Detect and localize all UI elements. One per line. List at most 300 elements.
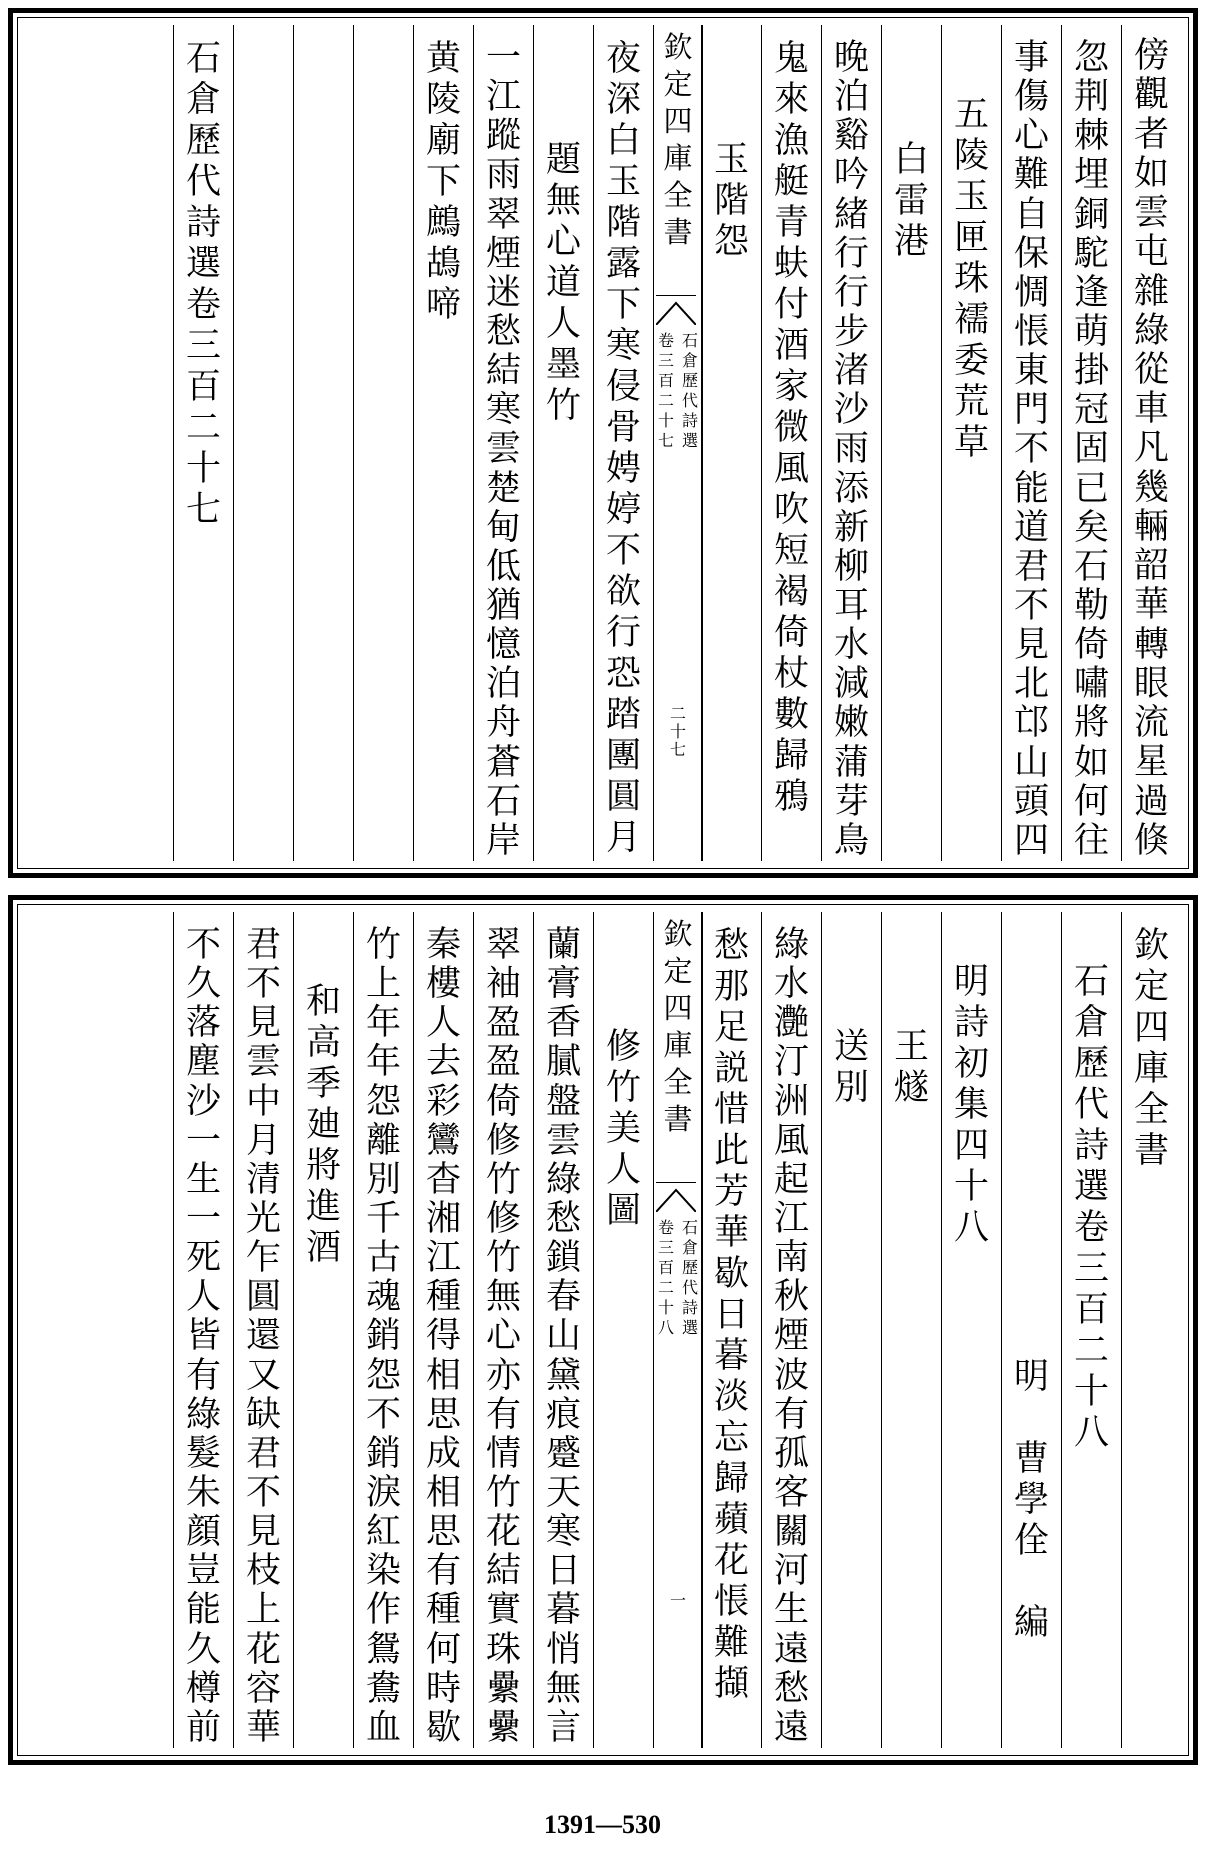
text-column (761, 912, 821, 1748)
glyph: 竹 (545, 386, 581, 426)
glyph: 下 (425, 162, 461, 202)
glyph: 古 (365, 1238, 401, 1279)
glyph: 駝 (1073, 233, 1109, 274)
glyph: 起 (773, 1159, 809, 1200)
glyph: 別 (833, 1068, 869, 1108)
glyph: 事 (1013, 38, 1049, 79)
glyph: 五 (953, 95, 989, 135)
glyph: 星 (1133, 742, 1169, 783)
glyph: 渚 (833, 351, 869, 392)
glyph: 卷 (657, 1218, 674, 1237)
glyph: 遠 (773, 1707, 809, 1748)
text-column (701, 912, 761, 1748)
glyph: 離 (365, 1120, 401, 1161)
glyph: 足 (713, 1008, 749, 1048)
glyph: 纍 (485, 1668, 521, 1709)
glyph: 歷 (1073, 1044, 1109, 1084)
glyph: 生 (773, 1590, 809, 1631)
glyph: 見 (1013, 625, 1049, 666)
fish-tail-ornament (656, 295, 696, 325)
glyph: 作 (365, 1590, 401, 1631)
glyph: 銷 (365, 1433, 401, 1474)
glyph: 書 (663, 1102, 693, 1136)
glyph: 前 (185, 1707, 221, 1748)
glyph: 花 (485, 1512, 521, 1553)
glyph: 二 (657, 1278, 674, 1297)
glyph: 痕 (545, 1394, 581, 1435)
text-column (1121, 25, 1181, 861)
text-column (761, 25, 821, 861)
glyph: 轉 (1133, 624, 1169, 665)
glyph: 倉 (1073, 1003, 1109, 1043)
glyph: 屯 (1133, 232, 1169, 273)
glyph: 歷 (185, 121, 221, 161)
glyph: 逢 (1073, 272, 1109, 313)
glyph: 相 (425, 1473, 461, 1514)
glyph: 階 (605, 203, 641, 243)
glyph: 怨 (713, 222, 749, 262)
glyph: 憶 (485, 625, 521, 666)
glyph: 時 (425, 1668, 461, 1709)
text-column (173, 25, 233, 861)
glyph: 送 (833, 1027, 869, 1067)
glyph: 鳥 (833, 820, 869, 861)
glyph: 亦 (485, 1355, 521, 1396)
glyph: 皆 (185, 1316, 221, 1357)
glyph: 光 (245, 1199, 281, 1240)
glyph: 三 (185, 326, 221, 366)
glyph: 已 (1073, 468, 1109, 509)
glyph: 天 (545, 1473, 581, 1514)
text-column (293, 25, 353, 861)
glyph: 惜 (713, 1090, 749, 1130)
banner-subtitle-line (656, 331, 676, 451)
text-column (881, 912, 941, 1748)
glyph: 江 (773, 1199, 809, 1240)
glyph: 言 (545, 1707, 581, 1748)
top-page (8, 8, 1198, 878)
glyph: 凡 (1133, 428, 1169, 469)
glyph: 纍 (485, 1707, 521, 1748)
glyph: 人 (545, 304, 581, 344)
glyph: 委 (953, 341, 989, 381)
glyph: 全 (663, 178, 693, 212)
glyph: 初 (953, 1044, 989, 1084)
glyph: 漁 (773, 121, 809, 161)
glyph: 七 (657, 431, 674, 450)
glyph: 甸 (485, 507, 521, 548)
glyph: 不 (365, 1394, 401, 1435)
glyph: 擷 (713, 1664, 749, 1704)
text-column (233, 25, 293, 861)
text-column (473, 25, 533, 861)
glyph: 雨 (485, 155, 521, 196)
glyph: 詩 (1073, 1126, 1109, 1166)
glyph: 怨 (365, 1355, 401, 1396)
glyph: 倏 (1133, 820, 1169, 861)
glyph: 歸 (713, 1459, 749, 1499)
glyph: 圓 (605, 777, 641, 817)
banner-subtitle-line (680, 331, 700, 451)
glyph: 倚 (773, 613, 809, 653)
glyph: 石 (485, 781, 521, 822)
text-column (233, 912, 293, 1748)
glyph: 鴛 (365, 1629, 401, 1670)
glyph: 行 (833, 233, 869, 274)
glyph: 夜 (605, 39, 641, 79)
glyph: 倚 (485, 1081, 521, 1122)
glyph: 缺 (245, 1394, 281, 1435)
glyph: 傷 (1013, 77, 1049, 118)
glyph: 那 (713, 967, 749, 1007)
glyph: 者 (1133, 114, 1169, 155)
glyph: 波 (773, 1355, 809, 1396)
glyph: 來 (773, 80, 809, 120)
glyph: 能 (185, 1590, 221, 1631)
glyph: 歷 (681, 371, 698, 390)
glyph: 鴉 (773, 777, 809, 817)
text-column (413, 912, 473, 1748)
glyph: 三 (657, 1238, 674, 1257)
glyph: 步 (833, 312, 869, 353)
glyph: 酒 (773, 326, 809, 366)
banner-page-number (654, 1592, 702, 1610)
glyph: 微 (773, 408, 809, 448)
text-column (1001, 25, 1061, 861)
text-column (353, 25, 413, 861)
glyph: 定 (663, 67, 693, 101)
glyph: 廟 (425, 121, 461, 161)
glyph: 遠 (773, 1629, 809, 1670)
center-banner (653, 912, 703, 1748)
glyph: 倉 (681, 1238, 698, 1257)
glyph: 娉 (605, 449, 641, 489)
glyph: 固 (1073, 429, 1109, 470)
glyph: 行 (605, 613, 641, 653)
glyph: 明 (1013, 1357, 1049, 1397)
glyph: 百 (185, 367, 221, 407)
glyph: 珠 (953, 259, 989, 299)
glyph: 秋 (773, 1277, 809, 1318)
glyph: 選 (185, 244, 221, 284)
glyph: 得 (425, 1316, 461, 1357)
glyph: 低 (485, 546, 521, 587)
glyph: 月 (245, 1120, 281, 1161)
glyph: 荒 (953, 382, 989, 422)
text-column (1121, 912, 1181, 1748)
glyph: 四 (953, 1126, 989, 1166)
glyph: 芳 (713, 1172, 749, 1212)
glyph: 相 (425, 1355, 461, 1396)
glyph: 竹 (605, 1068, 641, 1108)
glyph: 過 (1133, 781, 1169, 822)
glyph: 倉 (185, 80, 221, 120)
glyph: 百 (657, 1258, 674, 1277)
glyph: 邙 (1013, 703, 1049, 744)
glyph: 有 (485, 1394, 521, 1435)
glyph: 關 (773, 1512, 809, 1553)
glyph: 嫩 (833, 703, 869, 744)
glyph: 蒼 (485, 742, 521, 783)
glyph: 歸 (773, 736, 809, 776)
glyph: 還 (245, 1316, 281, 1357)
glyph: 婷 (605, 490, 641, 530)
glyph: 鷓 (425, 203, 461, 243)
glyph: 心 (545, 222, 581, 262)
glyph: 新 (833, 507, 869, 548)
glyph: 門 (1013, 390, 1049, 431)
text-column (821, 912, 881, 1748)
glyph: 不 (185, 925, 221, 966)
glyph: 人 (605, 1150, 641, 1190)
banner-title (654, 29, 702, 251)
glyph: 翠 (485, 194, 521, 235)
glyph: 十 (953, 1167, 989, 1207)
glyph: 雲 (545, 1120, 581, 1161)
glyph: 白 (893, 140, 929, 180)
glyph: 水 (773, 964, 809, 1005)
glyph: 泊 (485, 664, 521, 705)
glyph: 芽 (833, 781, 869, 822)
text-column (353, 912, 413, 1748)
glyph: 無 (485, 1277, 521, 1318)
glyph: 吟 (833, 155, 869, 196)
glyph: 耳 (833, 586, 869, 627)
glyph: 襦 (953, 300, 989, 340)
glyph: 不 (605, 531, 641, 571)
glyph: 灔 (773, 1003, 809, 1044)
glyph: 添 (833, 468, 869, 509)
glyph: 三 (657, 351, 674, 370)
glyph: 陵 (953, 136, 989, 176)
glyph: 別 (365, 1159, 401, 1200)
glyph: 傍 (1133, 36, 1169, 77)
glyph: 詩 (185, 203, 221, 243)
glyph: 忽 (1073, 38, 1109, 79)
text-column (821, 25, 881, 861)
glyph: 銷 (365, 1316, 401, 1357)
glyph: 定 (663, 954, 693, 988)
glyph: 千 (365, 1199, 401, 1240)
glyph: 如 (1133, 153, 1169, 194)
glyph: 頭 (1013, 781, 1049, 822)
glyph: 君 (245, 1433, 281, 1474)
glyph: 落 (185, 1003, 221, 1044)
glyph: 能 (1013, 468, 1049, 509)
glyph: 上 (365, 964, 401, 1005)
glyph: 一 (185, 1199, 221, 1240)
glyph: 愁 (773, 1668, 809, 1709)
glyph: 酒 (305, 1228, 341, 1268)
text-column (293, 912, 353, 1748)
glyph: 道 (545, 263, 581, 303)
glyph: 煙 (485, 233, 521, 274)
glyph: 又 (245, 1355, 281, 1396)
glyph: 定 (1133, 967, 1169, 1007)
glyph: 人 (425, 1003, 461, 1044)
glyph: 題 (545, 140, 581, 180)
glyph: 卷 (657, 331, 674, 350)
glyph: 無 (545, 181, 581, 221)
glyph: 容 (245, 1668, 281, 1709)
glyph: 見 (245, 1512, 281, 1553)
glyph: 三 (1073, 1249, 1109, 1289)
glyph: 廸 (305, 1105, 341, 1145)
banner-subtitle-line (656, 1218, 676, 1338)
glyph: 高 (305, 1023, 341, 1063)
glyph (1011, 1398, 1053, 1439)
glyph: 四 (663, 991, 693, 1025)
glyph: 生 (185, 1159, 221, 1200)
glyph: 思 (425, 1512, 461, 1553)
glyph: 種 (425, 1277, 461, 1318)
glyph: 此 (713, 1131, 749, 1171)
glyph: 二 (669, 704, 686, 723)
text-column (941, 25, 1001, 861)
glyph: 學 (1013, 1480, 1049, 1520)
glyph: 何 (1073, 781, 1109, 822)
glyph: 圖 (605, 1191, 641, 1231)
glyph: 下 (605, 285, 641, 325)
glyph: 珠 (485, 1629, 521, 1670)
text-column (473, 912, 533, 1748)
glyph: 王 (893, 1027, 929, 1067)
glyph: 思 (425, 1394, 461, 1435)
glyph: 倚 (1073, 625, 1109, 666)
glyph: 書 (1133, 1131, 1169, 1171)
glyph: 代 (1073, 1085, 1109, 1125)
glyph: 二 (1073, 1331, 1109, 1371)
banner-subtitle (654, 331, 702, 451)
text-column (533, 25, 593, 861)
glyph: 去 (425, 1042, 461, 1083)
glyph: 數 (773, 695, 809, 735)
glyph: 蘭 (545, 925, 581, 966)
glyph: 欽 (1133, 926, 1169, 966)
glyph: 一 (485, 38, 521, 79)
glyph: 竹 (485, 1159, 521, 1200)
glyph: 集 (953, 1085, 989, 1125)
glyph: 蚨 (773, 244, 809, 284)
glyph: 全 (663, 1065, 693, 1099)
text-column (173, 912, 233, 1748)
glyph: 彩 (425, 1081, 461, 1122)
glyph: 矣 (1073, 507, 1109, 548)
glyph: 和 (305, 982, 341, 1022)
bottom-page (8, 895, 1198, 1765)
glyph: 日 (713, 1295, 749, 1335)
glyph: 東 (1013, 351, 1049, 392)
glyph: 編 (1013, 1603, 1049, 1643)
glyph: 上 (245, 1590, 281, 1631)
glyph: 舟 (485, 703, 521, 744)
glyph: 綠 (773, 925, 809, 966)
glyph: 汀 (773, 1042, 809, 1083)
glyph: 佺 (1013, 1521, 1049, 1561)
glyph: 悄 (545, 1629, 581, 1670)
glyph: 四 (663, 104, 693, 138)
glyph: 孤 (773, 1433, 809, 1474)
glyph: 行 (833, 272, 869, 313)
glyph: 掛 (1073, 351, 1109, 392)
glyph: 燧 (893, 1068, 929, 1108)
glyph: 港 (893, 222, 929, 262)
glyph: 年 (365, 1042, 401, 1083)
glyph: 萌 (1073, 312, 1109, 353)
glyph: 忘 (713, 1418, 749, 1458)
glyph: 欽 (663, 30, 693, 64)
glyph: 往 (1073, 820, 1109, 861)
glyph: 卷 (185, 285, 221, 325)
glyph: 曹 (1013, 1439, 1049, 1479)
glyph: 江 (425, 1238, 461, 1279)
glyph: 欽 (663, 917, 693, 951)
glyph: 秦 (425, 925, 461, 966)
glyph: 膩 (545, 1042, 581, 1083)
glyph: 寒 (605, 326, 641, 366)
glyph: 江 (485, 77, 521, 118)
glyph: 鴦 (365, 1668, 401, 1709)
glyph: 嘯 (1073, 664, 1109, 705)
glyph: 深 (605, 80, 641, 120)
glyph: 雨 (833, 429, 869, 470)
glyph: 竹 (485, 1473, 521, 1514)
glyph: 暮 (713, 1336, 749, 1376)
glyph: 選 (681, 431, 698, 450)
glyph: 詩 (953, 1003, 989, 1043)
text-column (941, 912, 1001, 1748)
glyph: 選 (1073, 1167, 1109, 1207)
glyph: 八 (1073, 1413, 1109, 1453)
glyph: 湘 (425, 1199, 461, 1240)
glyph: 有 (773, 1394, 809, 1435)
glyph: 結 (485, 1551, 521, 1592)
glyph: 從 (1133, 349, 1169, 390)
glyph: 人 (185, 1277, 221, 1318)
glyph: 進 (305, 1187, 341, 1227)
glyph: 難 (1013, 155, 1049, 196)
glyph: 染 (365, 1551, 401, 1592)
glyph: 韶 (1133, 546, 1169, 587)
glyph: 紅 (365, 1512, 401, 1553)
glyph: 十 (1073, 1372, 1109, 1412)
glyph: 成 (425, 1433, 461, 1474)
glyph: 庫 (1133, 1049, 1169, 1089)
glyph: 冠 (1073, 390, 1109, 431)
glyph: 道 (1013, 507, 1049, 548)
glyph: 選 (681, 1318, 698, 1337)
glyph: 十 (657, 1298, 674, 1317)
glyph: 陵 (425, 80, 461, 120)
glyph: 將 (1073, 703, 1109, 744)
glyph: 黛 (545, 1355, 581, 1396)
glyph: 杳 (425, 1159, 461, 1200)
glyph: 緒 (833, 194, 869, 235)
glyph: 蘋 (713, 1500, 749, 1540)
glyph: 觀 (1133, 75, 1169, 116)
glyph: 岸 (485, 820, 521, 861)
glyph: 自 (1013, 194, 1049, 235)
glyph: 庫 (663, 1028, 693, 1062)
glyph: 石 (1073, 962, 1109, 1002)
glyph: 河 (773, 1551, 809, 1592)
glyph: 欲 (605, 572, 641, 612)
glyph: 死 (185, 1238, 221, 1279)
glyph: 不 (245, 964, 281, 1005)
glyph: 流 (1133, 703, 1169, 744)
glyph: 日 (545, 1551, 581, 1592)
glyph: 不 (1013, 586, 1049, 627)
